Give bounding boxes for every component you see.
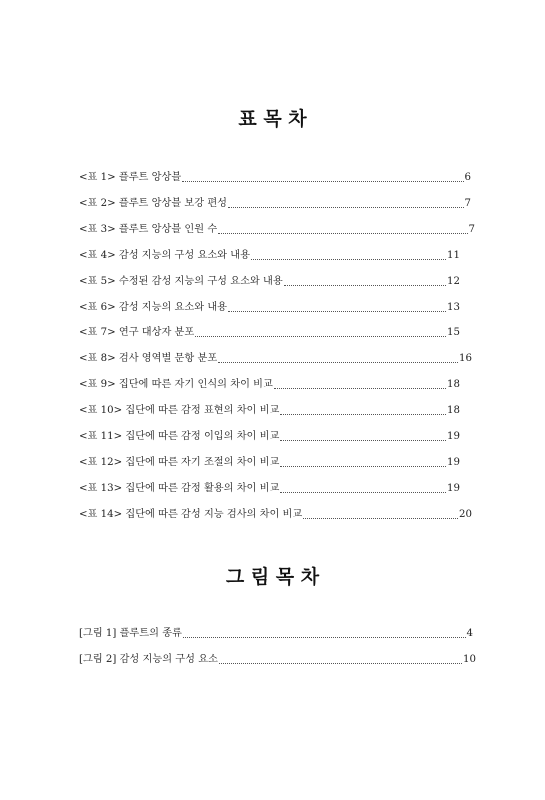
table-entry — [79, 193, 471, 211]
table-entry-label: <표 10> 집단에 따른 감정 표현의 차이 비교 — [79, 405, 280, 417]
table-entry-label: <표 12> 집단에 따른 자기 조절의 차이 비교 — [79, 456, 280, 468]
figure-entry-label: [그림 1] 플루트의 종류 — [79, 628, 182, 639]
table-entry-page: 19 — [447, 431, 460, 442]
dot-leader — [218, 362, 458, 363]
table-entry-page: 18 — [447, 379, 460, 391]
table-entry — [79, 271, 460, 289]
table-entry — [79, 348, 472, 366]
table-entry — [79, 452, 460, 470]
table-entry-label: <표 7> 연구 대상자 분포 — [79, 327, 195, 339]
table-entry-label: <표 5> 수정된 감성 지능의 구성 요소와 내용 — [79, 275, 283, 287]
dot-leader — [195, 336, 446, 337]
table-entry-page: 15 — [447, 327, 460, 339]
table-entry-label: <표 13> 집단에 따른 감정 활용의 차이 비교 — [79, 482, 280, 494]
table-entry-label: <표 8> 검사 영역별 문항 분포 — [79, 353, 218, 365]
table-entry-page: 13 — [447, 301, 460, 313]
table-entry-label: <표 14> 집단에 따른 감성 지능 검사의 차이 비교 — [79, 508, 303, 520]
figure-entry-page: 10 — [463, 653, 476, 665]
table-entry — [79, 478, 460, 496]
figures-heading: 그 림 목 차 — [225, 566, 320, 588]
tables-heading: 표 목 차 — [238, 108, 307, 130]
table-entry — [79, 504, 472, 522]
dot-leader — [228, 207, 464, 208]
table-entry-page: 20 — [459, 508, 472, 520]
table-entry-label: <표 9> 집단에 따른 자기 인식의 차이 비교 — [79, 379, 273, 391]
table-entry — [79, 374, 460, 392]
table-entry-label: <표 4> 감성 지능의 구성 요소와 내용 — [79, 249, 250, 261]
dot-leader — [303, 518, 458, 519]
dot-leader — [182, 181, 463, 182]
dot-leader — [228, 311, 446, 312]
dot-leader — [280, 414, 446, 415]
table-entry-label: <표 3> 플루트 앙상블 인원 수 — [79, 223, 218, 235]
table-entry — [79, 167, 471, 185]
table-entry-page: 7 — [468, 223, 475, 235]
dot-leader — [280, 492, 446, 493]
table-entry — [79, 322, 460, 340]
table-entry-page: 6 — [464, 172, 471, 183]
table-entry — [79, 245, 460, 263]
dot-leader — [219, 663, 462, 664]
figure-entry — [79, 623, 473, 641]
table-entry — [79, 400, 460, 418]
table-entry — [79, 426, 460, 444]
table-entry-page: 16 — [459, 353, 472, 365]
figure-entry — [79, 649, 476, 667]
table-entry-label: <표 2> 플루트 앙상블 보강 편성 — [79, 197, 227, 209]
table-entry-label: <표 1> 플루트 앙상블 — [79, 172, 182, 183]
table-entry-page: 7 — [464, 197, 471, 209]
table-entry-label: <표 11> 집단에 따른 감정 이입의 차이 비교 — [79, 431, 280, 442]
dot-leader — [280, 440, 446, 441]
dot-leader — [274, 388, 446, 389]
figure-entry-label: [그림 2] 감성 지능의 구성 요소 — [79, 653, 218, 665]
table-entry — [79, 219, 475, 237]
table-entry-page: 19 — [447, 456, 460, 468]
dot-leader — [280, 466, 446, 467]
table-entry-page: 11 — [447, 249, 460, 261]
table-entry-page: 18 — [447, 405, 460, 417]
dot-leader — [218, 233, 467, 234]
dot-leader — [183, 637, 466, 638]
table-entry-page: 12 — [447, 275, 460, 287]
dot-leader — [284, 285, 446, 286]
dot-leader — [251, 259, 446, 260]
table-entry — [79, 297, 460, 315]
table-entry-page: 19 — [447, 482, 460, 494]
table-entry-label: <표 6> 감성 지능의 요소와 내용 — [79, 301, 227, 313]
figure-entry-page: 4 — [466, 628, 473, 639]
